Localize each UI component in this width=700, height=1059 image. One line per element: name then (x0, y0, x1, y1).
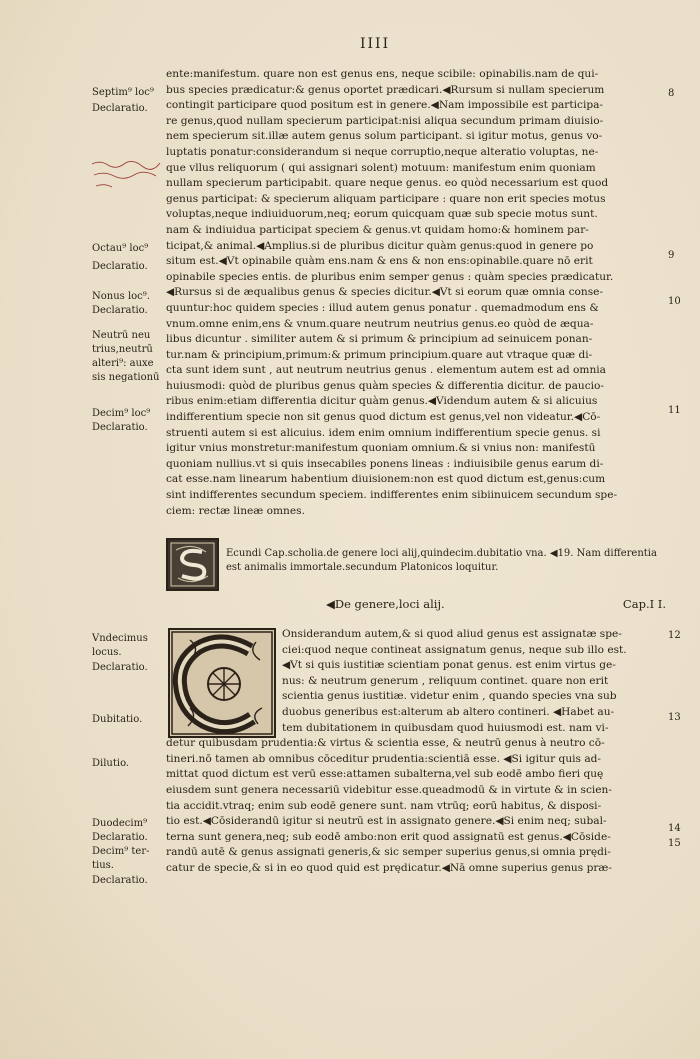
marginal-note: Decim⁹ loc⁹ (92, 408, 151, 419)
text-line: ribus enim:etiam differentia dicitur quàm genus.◀Videndum autem & si alicuius (166, 395, 598, 408)
chapter-text-block (166, 627, 666, 877)
scholia-line: est animalis immortale.secundum Platonicos loquitur. (226, 562, 499, 573)
section-number: 8 (668, 88, 675, 99)
chapter-title: ◀De genere,loci alij. (326, 597, 445, 611)
marginal-note: Septim⁹ loc⁹ (92, 87, 154, 98)
text-line: situm est.◀Vt opinabile quàm ens.nam & ens & non ens:opinabile.quare nō erit (166, 255, 593, 268)
text-line: igitur vnius monstretur:manifestum quoniam omnium.& si vnius non: manifestū (166, 442, 596, 455)
marginal-note: Declaratio. (92, 103, 148, 114)
marginal-note: Vndecimus (92, 633, 148, 644)
text-line: eiusdem sunt genera necessariū videbitur esse.queadmodū & in virtute & in scien- (166, 783, 612, 796)
text-line: struenti autem si est alicuius. idem enim omnium indifferentium specie genus. si (166, 426, 601, 439)
scholia-section (166, 535, 666, 593)
text-line: ◀Vt si quis iustitiæ scientiam ponat genus. est enim virtus ge- (282, 659, 616, 672)
text-line: nem specierum sit.illæ autem genus solum participant. si igitur motus, genus vo- (166, 130, 603, 143)
text-line: libus dicuntur . similiter autem & si primum & principium ad seinuicem ponan- (166, 333, 593, 346)
text-line: tio est.◀Cōsiderandū igitur si neutrū est in assignato genere.◀Si enim neq; subal- (166, 815, 607, 828)
marginal-note: Neutrū neu (92, 330, 151, 341)
text-line: luptatis ponatur:considerandum si neque corruptio,neque alteratio voluptas, ne- (166, 145, 599, 158)
text-line: re genus,quod nullam specierum participat:nisi aliqua secundum primam diuisio- (166, 114, 604, 127)
marginal-note: Dilutio. (92, 758, 130, 769)
chapter-number: Cap.I I. (622, 597, 666, 611)
marginal-note: sis negationū (92, 372, 160, 383)
text-line: cat esse.nam linearum habentium diuisionem:non est quod dictum est,genus:cum (166, 473, 606, 486)
text-line: tur.nam & principium,primum:& primum principium.quare aut vtraque quæ di- (166, 348, 593, 361)
text-line: bus species prædicatur:& genus oportet prædicari.◀Rursum si nullam specierum (166, 83, 605, 96)
main-text-block (166, 67, 666, 519)
text-line: huiusmodi: quòd de pluribus genus quàm species & differentia dicitur. de paucio- (166, 379, 605, 392)
text-line: mittat quod dictum est verū esse:attamen subalterna,vel sub eodē ambo fieri quę (166, 768, 604, 781)
text-line: terna sunt genera,neq; sub eodē ambo:non erit quod assignatū est genus.◀Cōside- (166, 830, 611, 843)
chapter-heading (166, 597, 666, 613)
marginal-note: Octau⁹ loc⁹ (92, 243, 149, 254)
marginal-note: Decim⁹ ter- (92, 846, 150, 857)
marginal-note: Declaratio. (92, 875, 148, 886)
section-number: 15 (668, 838, 681, 849)
text-line: Onsiderandum autem,& si quod aliud genus est assignatæ spe- (282, 628, 622, 640)
folio-number: IIII (360, 36, 391, 52)
text-line: contingit participare quod positum est in genere.◀Nam impossibile est participa- (166, 99, 604, 112)
text-line: ciem: rectæ lineæ omnes. (166, 504, 305, 517)
section-number: 11 (668, 405, 681, 416)
marginal-note: Nonus loc⁹. (92, 291, 150, 302)
text-line: tineri.nō tamen ab omnibus cōceditur prudentia:scientiā esse. ◀Si igitur quis ad- (166, 752, 602, 765)
marginal-note: Duodecim⁹ (92, 818, 148, 829)
text-line: nam & indiuidua participat speciem & genus.vt quidam homo:& hominem par- (166, 223, 589, 236)
section-number: 14 (668, 823, 681, 834)
text-line: tem dubitationem in quibusdam quod huiusmodi est. nam vi- (282, 721, 609, 734)
marginal-note: Declaratio. (92, 305, 148, 316)
marginal-note: tius. (92, 860, 114, 871)
marginal-note: Declaratio. (92, 832, 148, 843)
section-number: 10 (668, 296, 681, 307)
text-line: vnum.omne enim,ens & vnum.quare neutrum neutrius genus.eo quòd de æqua- (166, 317, 594, 330)
section-number: 9 (668, 250, 675, 261)
text-line: nullam specierum participabit. quare neque genus. eo quòd necessarium est quod (166, 177, 609, 190)
text-line: genus participat: & specierum aliquam participare : quare non erit species motus (166, 192, 606, 205)
text-line: ente:manifestum. quare non est genus ens, neque scibile: opinabilis.nam de qui- (166, 68, 599, 80)
marginal-note: Declaratio. (92, 662, 148, 673)
text-line: nus: & neutrum generum , reliquum continet. quare non erit (282, 674, 609, 687)
text-line: catur de specie,& si in eo quod quid est prędicatur.◀Nā omne superius genus præ- (166, 861, 612, 874)
text-line: que vllus reliquorum ( qui assignari solent) motuum: manifestum enim quoniam (166, 161, 596, 174)
text-line: ciei:quod neque contineat assignatum genus, neque sub illo est. (282, 643, 627, 656)
text-line: scientia genus iustitiæ. videtur enim , quando species vna sub (282, 690, 617, 703)
marginal-note: Declaratio. (92, 261, 148, 272)
text-line: ◀Rursus si de æqualibus genus & species dicitur.◀Vt si eorum quæ omnia conse- (166, 286, 603, 299)
decorated-initial-s (166, 538, 219, 591)
marginal-note: locus. (92, 647, 122, 658)
text-line: tia accidit.vtraq; enim sub eodē genere sunt. nam vtrūq; eorū habitus, & disposi- (166, 799, 602, 812)
text-line: cta sunt idem sunt , aut neutrum neutrius genus . elementum autem est ad omnia (166, 364, 606, 377)
text-line: quuntur:hoc quidem species : illud autem genus ponatur . quemadmodum ens & (166, 301, 599, 314)
text-line: opinabile species entis. de pluribus enim semper genus : quàm species prædicatur. (166, 270, 614, 283)
marginal-note: Dubitatio. (92, 714, 143, 725)
text-line: randū autē & genus assignati generis,& sic semper superius genus,si omnia prędi- (166, 846, 611, 859)
text-line: sint indifferentes secundum speciem. indifferentes enim sibiinuicem secundum spe- (166, 489, 618, 502)
scholia-line: Ecundi Cap.scholia.de genere loci alij,quindecim.dubitatio vna. ◀19. Nam differentia (226, 548, 657, 559)
text-line: ticipat,& animal.◀Amplius.si de pluribus dicitur quàm genus:quod in genere po (166, 239, 594, 252)
marginal-note: trius,neutrū (92, 344, 153, 355)
marginal-note: Declaratio. (92, 422, 148, 433)
section-number: 12 (668, 630, 681, 641)
handwritten-annotation (90, 158, 162, 192)
text-line: indifferentium specie non sit genus quod dictum est genus,vel non videatur.◀Cō- (166, 411, 601, 424)
section-number: 13 (668, 712, 681, 723)
marginal-note: alteri⁹: auxe (92, 358, 154, 369)
text-line: detur quibusdam prudentia:& virtus & scientia esse, & neutrū genus à neutro cō- (166, 737, 605, 750)
text-line: quoniam nullius.vt si quis insecabiles ponens lineas : indiuisibile genus earum di- (166, 457, 604, 470)
text-line: voluptas,neque indiuiduorum,neq; eorum quicquam quæ sub specie motus sunt. (166, 208, 598, 221)
text-line: duobus generibus est:alterum ab altero contineri. ◀Habet au- (282, 705, 615, 718)
